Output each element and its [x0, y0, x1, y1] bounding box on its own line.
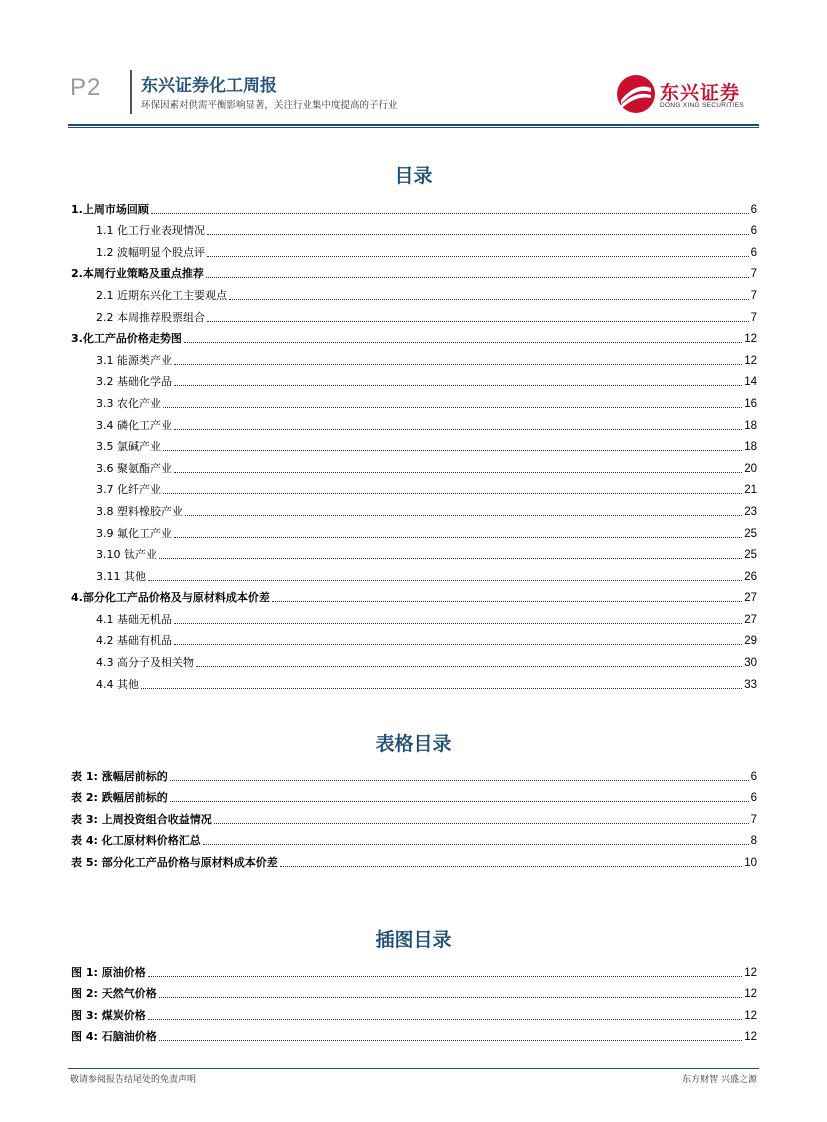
entry-page-number: 7 — [750, 289, 757, 302]
header-rule — [68, 124, 759, 126]
header-divider — [130, 70, 132, 114]
dot-leader — [174, 428, 742, 430]
entry-label: 表 2: 跌幅居前标的 — [71, 791, 168, 805]
footer-rule — [68, 1068, 759, 1069]
entry-page-number: 10 — [744, 856, 757, 869]
entry-page-number: 30 — [744, 657, 757, 670]
entry-page-number: 21 — [744, 484, 757, 497]
page-header — [0, 0, 827, 130]
entry-page-number: 7 — [750, 311, 757, 324]
toc-list — [71, 195, 757, 692]
entry-page-number: 29 — [744, 635, 757, 648]
toc-entry[interactable] — [71, 562, 757, 584]
toc-entry[interactable] — [71, 433, 757, 455]
entry-page-number: 25 — [744, 549, 757, 562]
entry-label: 图 1: 原油价格 — [71, 965, 146, 979]
entry-label: 表 4: 化工原材料价格汇总 — [71, 834, 201, 848]
entry-page-number: 33 — [744, 678, 757, 691]
dot-leader — [184, 341, 742, 343]
dot-leader — [174, 536, 742, 538]
toc-entry[interactable] — [71, 260, 757, 282]
figure-list-title: 插图目录 — [375, 929, 452, 951]
dot-leader — [272, 600, 742, 602]
dot-leader — [170, 779, 749, 781]
entry-label: 表 1: 涨幅居前标的 — [71, 769, 168, 783]
figure-entry[interactable] — [71, 980, 757, 1002]
entry-label: 2.1 近期东兴化工主要观点 — [96, 288, 227, 302]
entry-page-number: 23 — [744, 505, 757, 518]
table-list — [71, 762, 757, 870]
toc-entry[interactable] — [71, 389, 757, 411]
entry-page-number: 12 — [744, 1031, 757, 1044]
entry-page-number: 18 — [744, 419, 757, 432]
entry-label: 图 3: 煤炭价格 — [71, 1008, 146, 1022]
logo-mark-icon — [616, 74, 656, 114]
toc-entry[interactable] — [71, 368, 757, 390]
entry-page-number: 7 — [750, 813, 757, 826]
dot-leader — [174, 363, 742, 365]
entry-label: 图 4: 石脑油价格 — [71, 1030, 157, 1044]
dot-leader — [163, 449, 742, 451]
dot-leader — [159, 557, 742, 559]
entry-page-number: 8 — [750, 835, 757, 848]
entry-page-number: 12 — [744, 333, 757, 346]
toc-entry[interactable] — [71, 670, 757, 692]
entry-label: 4.4 其他 — [96, 677, 139, 691]
entry-label: 2.本周行业策略及重点推荐 — [71, 267, 204, 281]
entry-page-number: 12 — [744, 354, 757, 367]
entry-page-number: 25 — [744, 527, 757, 540]
report-title: 东兴证券化工周报 — [141, 76, 277, 96]
table-entry[interactable] — [71, 784, 757, 806]
toc-entry[interactable] — [71, 411, 757, 433]
toc-entry[interactable] — [71, 325, 757, 347]
entry-label: 3.9 氟化工产业 — [96, 526, 172, 540]
figure-entry[interactable] — [71, 958, 757, 980]
dot-leader — [214, 822, 749, 824]
entry-page-number: 12 — [744, 1009, 757, 1022]
entry-page-number: 18 — [744, 441, 757, 454]
table-entry[interactable] — [71, 805, 757, 827]
entry-page-number: 6 — [750, 792, 757, 805]
dot-leader — [174, 471, 742, 473]
header-rule-thin — [68, 127, 759, 128]
dot-leader — [196, 665, 742, 667]
toc-entry[interactable] — [71, 195, 757, 217]
dot-leader — [163, 406, 742, 408]
dot-leader — [163, 492, 742, 494]
toc-entry[interactable] — [71, 238, 757, 260]
dot-leader — [207, 255, 749, 257]
entry-page-number: 26 — [744, 570, 757, 583]
toc-entry[interactable] — [71, 605, 757, 627]
entry-label: 3.5 氯碱产业 — [96, 440, 161, 454]
dot-leader — [141, 687, 742, 689]
toc-entry[interactable] — [71, 648, 757, 670]
entry-label: 3.6 聚氨酯产业 — [96, 461, 172, 475]
dot-leader — [159, 1039, 742, 1041]
entry-label: 1.1 化工行业表现情况 — [96, 224, 205, 238]
entry-label: 4.2 基础有机品 — [96, 634, 172, 648]
dot-leader — [280, 865, 742, 867]
entry-label: 2.2 本周推荐股票组合 — [96, 310, 205, 324]
entry-label: 3.1 能源类产业 — [96, 353, 172, 367]
entry-page-number: 6 — [750, 770, 757, 783]
figure-list — [71, 958, 757, 1044]
footer-disclaimer: 敬请参阅报告结尾处的免责声明 — [70, 1075, 197, 1085]
toc-entry[interactable] — [71, 454, 757, 476]
entry-page-number: 7 — [750, 268, 757, 281]
entry-page-number: 20 — [744, 462, 757, 475]
entry-label: 3.7 化纤产业 — [96, 483, 161, 497]
entry-label: 1.2 波幅明显个股点评 — [96, 245, 205, 259]
dot-leader — [148, 579, 742, 581]
toc-entry[interactable] — [71, 584, 757, 606]
entry-page-number: 12 — [744, 966, 757, 979]
entry-label: 3.4 磷化工产业 — [96, 418, 172, 432]
dot-leader — [174, 622, 742, 624]
toc-entry[interactable] — [71, 497, 757, 519]
entry-label: 3.化工产品价格走势图 — [71, 332, 182, 346]
company-logo — [616, 74, 756, 114]
table-entry[interactable] — [71, 827, 757, 849]
figure-entry[interactable] — [71, 1023, 757, 1045]
entry-page-number: 6 — [750, 225, 757, 238]
entry-page-number: 27 — [744, 613, 757, 626]
toc-entry[interactable] — [71, 476, 757, 498]
entry-label: 表 5: 部分化工产品价格与原材料成本价差 — [71, 855, 278, 869]
dot-leader — [229, 298, 749, 300]
toc-entry[interactable] — [71, 519, 757, 541]
entry-page-number: 14 — [744, 376, 757, 389]
entry-label: 4.3 高分子及相关物 — [96, 656, 194, 670]
dot-leader — [174, 384, 742, 386]
footer-slogan: 东方财智 兴盛之源 — [682, 1075, 757, 1085]
dot-leader — [207, 320, 749, 322]
table-entry[interactable] — [71, 848, 757, 870]
toc-entry[interactable] — [71, 217, 757, 239]
entry-page-number: 12 — [744, 988, 757, 1001]
entry-label: 表 3: 上周投资组合收益情况 — [71, 812, 212, 826]
dot-leader — [185, 514, 742, 516]
entry-label: 4.部分化工产品价格及与原材料成本价差 — [71, 591, 270, 605]
dot-leader — [174, 643, 742, 645]
page-number: P2 — [70, 74, 102, 101]
toc-entry[interactable] — [71, 541, 757, 563]
entry-label: 3.3 农化产业 — [96, 396, 161, 410]
entry-page-number: 27 — [744, 592, 757, 605]
entry-label: 3.11 其他 — [96, 569, 146, 583]
toc-entry[interactable] — [71, 303, 757, 325]
entry-page-number: 6 — [750, 203, 757, 216]
entry-label: 3.8 塑料橡胶产业 — [96, 504, 183, 518]
dot-leader — [170, 800, 749, 802]
entry-label: 1.上周市场回顾 — [71, 202, 149, 216]
toc-title: 目录 — [394, 165, 433, 187]
entry-label: 3.10 钛产业 — [96, 548, 157, 562]
table-entry[interactable] — [71, 762, 757, 784]
dot-leader — [148, 975, 742, 977]
dot-leader — [203, 843, 749, 845]
report-subtitle: 环保因素对供需平衡影响显著，关注行业集中度提高的子行业 — [141, 100, 398, 111]
entry-label: 3.2 基础化学品 — [96, 375, 172, 389]
logo-english-name: DONG XING SECURITIES — [660, 102, 745, 109]
toc-entry[interactable] — [71, 627, 757, 649]
entry-page-number: 6 — [750, 246, 757, 259]
dot-leader — [151, 212, 749, 214]
entry-label: 4.1 基础无机品 — [96, 612, 172, 626]
toc-entry[interactable] — [71, 346, 757, 368]
dot-leader — [206, 276, 749, 278]
dot-leader — [159, 996, 742, 998]
entry-page-number: 16 — [744, 397, 757, 410]
dot-leader — [148, 1018, 742, 1020]
figure-entry[interactable] — [71, 1001, 757, 1023]
table-list-title: 表格目录 — [375, 733, 452, 755]
toc-entry[interactable] — [71, 281, 757, 303]
entry-label: 图 2: 天然气价格 — [71, 987, 157, 1001]
dot-leader — [207, 233, 749, 235]
logo-chinese-name: 东兴证券 — [660, 82, 741, 104]
